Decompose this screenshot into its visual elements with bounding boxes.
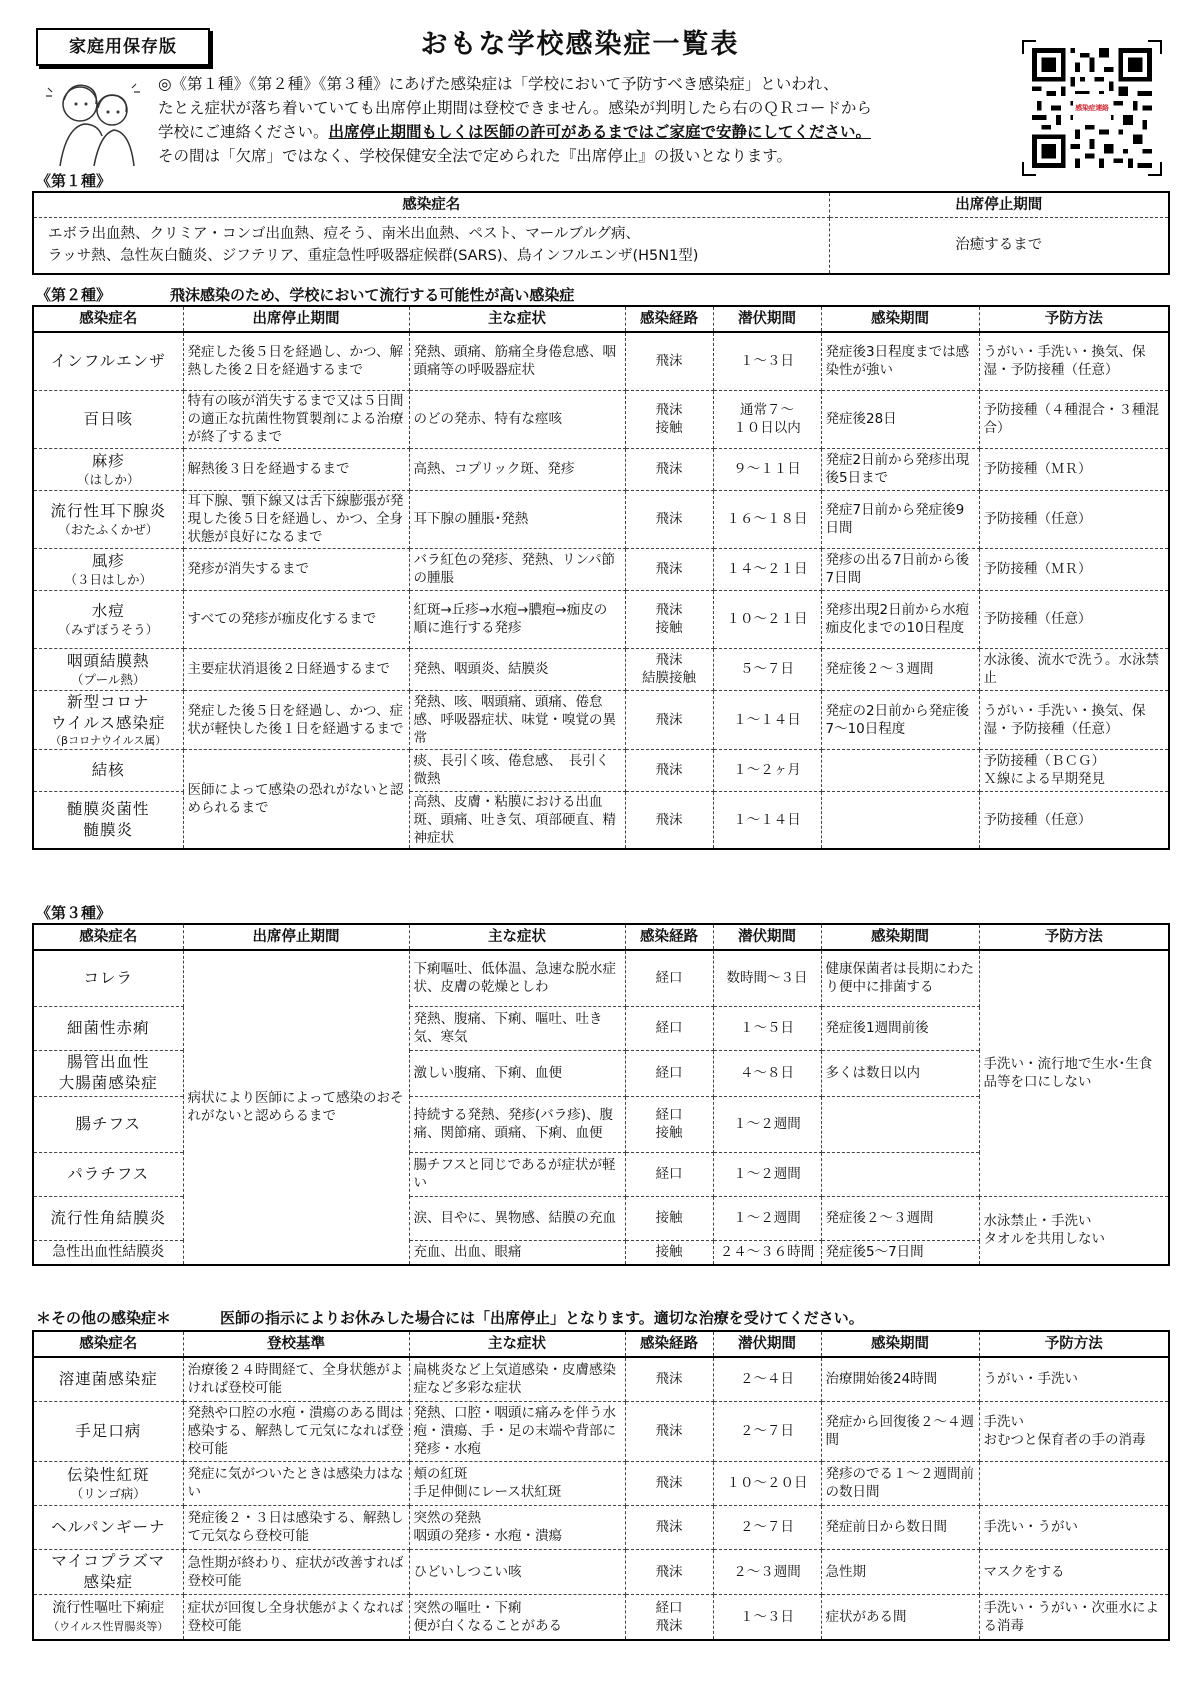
infectious-period: 健康保菌者は長期にわたり便中に排菌する (821, 950, 979, 1006)
symptoms: のどの発赤、特有な痙咳 (409, 390, 625, 448)
table-row (33, 690, 1169, 749)
table-row (33, 590, 1169, 648)
infection-route: 飛沫 接触 (625, 590, 713, 648)
other-heading: ＊その他の感染症＊ (36, 1309, 172, 1327)
table-row (33, 1549, 1169, 1594)
symptoms: 紅斑→丘疹→水疱→膿疱→痂皮の順に進行する発疹 (409, 590, 625, 648)
disease-name (33, 1461, 183, 1505)
stop-period: 耳下腺、顎下線又は舌下線膨張が発現した後５日を経過し、かつ、全身状態が良好になるまで (183, 490, 409, 548)
disease-name: 腸チフス (33, 1096, 183, 1152)
infectious-period: 治療開始後24時間 (821, 1357, 979, 1401)
table-row (33, 548, 1169, 590)
incubation-period: ５～７日 (713, 648, 821, 690)
infectious-period: 発症後２～３週間 (821, 1196, 979, 1240)
incubation-period: ２～３週間 (713, 1549, 821, 1594)
prevention: 予防接種（４種混合・３種混合） (979, 390, 1169, 448)
page-title: おもな学校感染症一覧表 (420, 29, 740, 60)
disease-name-text: マイコプラズマ 感染症 (51, 1551, 166, 1591)
disease-name-text: 流行性耳下腺炎 (50, 501, 166, 520)
infectious-period: 多くは数日以内 (821, 1050, 979, 1096)
stop-period: すべての発疹が痂皮化するまで (183, 590, 409, 648)
incubation-period: １～３日 (713, 332, 821, 390)
incubation-period: ２～７日 (713, 1401, 821, 1461)
prevention: 水泳禁止・手洗い タオルを共用しない (979, 1196, 1169, 1265)
disease-name-text: 手足口病 (75, 1421, 142, 1440)
prevention: マスクをする (979, 1549, 1169, 1594)
infection-route: 飛沫 (625, 1505, 713, 1549)
column-header: 主な症状 (409, 924, 625, 950)
stop-period: 発疹が消失するまで (183, 548, 409, 590)
other-table (32, 1330, 1170, 1641)
infectious-period (821, 749, 979, 791)
prevention: 予防接種（ＭＲ） (979, 448, 1169, 490)
stop-period: 特有の咳が消失するまで又は５日間の適正な抗菌性物質製剤による治療が終了するまで (183, 390, 409, 448)
stop-period: 病状により医師によって感染のおそれがないと認めらるまで (183, 950, 409, 1265)
column-header: 登校基準 (183, 1331, 409, 1357)
infectious-period (821, 1096, 979, 1152)
other-note: 医師の指示によりお休みした場合には「出席停止」となります。適切な治療を受けてください。 (220, 1309, 864, 1327)
incubation-period: １６～１８日 (713, 490, 821, 548)
incubation-period: 通常７～ １０日以内 (713, 390, 821, 448)
table-row (33, 448, 1169, 490)
stop-period: 解熱後３日を経過するまで (183, 448, 409, 490)
column-header: 予防方法 (979, 306, 1169, 332)
symptoms: 突然の嘔吐・下痢 便が白くなることがある (409, 1594, 625, 1640)
prevention: うがい・手洗い・換気、保湿・予防接種（任意） (979, 332, 1169, 390)
table-row (33, 490, 1169, 548)
type1-col-name: 感染症名 (33, 192, 829, 218)
infection-route: 経口 接触 (625, 1096, 713, 1152)
column-header: 潜伏期間 (713, 924, 821, 950)
prevention (979, 1461, 1169, 1505)
column-header: 感染期間 (821, 306, 979, 332)
disease-name-text: 水痘 (91, 601, 125, 620)
qr-label: 感染症連絡 (1075, 104, 1109, 112)
prevention: 予防接種（任意） (979, 490, 1169, 548)
disease-name-text: ヘルパンギーナ (51, 1517, 166, 1536)
stop-period: 発症した後５日を経過し、かつ、解熱した後２日を経過するまで (183, 332, 409, 390)
table-row (33, 648, 1169, 690)
prevention: 予防接種（ＢＣＧ） Ｘ線による早期発見 (979, 749, 1169, 791)
column-header: 主な症状 (409, 306, 625, 332)
disease-name-text: 麻疹 (91, 451, 125, 470)
infection-route: 経口 (625, 1050, 713, 1096)
prevention: 予防接種（ＭＲ） (979, 548, 1169, 590)
type2-table (32, 305, 1170, 850)
disease-name (33, 648, 183, 690)
infection-route: 飛沫 (625, 690, 713, 749)
table-row (33, 1594, 1169, 1640)
infection-route: 経口 (625, 950, 713, 1006)
symptoms: 痰、長引く咳、倦怠感、 長引く微熱 (409, 749, 625, 791)
prevention: 予防接種（任意） (979, 590, 1169, 648)
infectious-period: 発疹の出る7日前から後7日間 (821, 548, 979, 590)
column-header: 感染症名 (33, 1331, 183, 1357)
disease-name (33, 1549, 183, 1594)
prevention: 手洗い おむつと保育者の手の消毒 (979, 1401, 1169, 1461)
infectious-period (821, 1152, 979, 1196)
symptoms: ひどいしつこい咳 (409, 1549, 625, 1594)
symptoms: 発熱、口腔・咽頭に痛みを伴う水疱・潰瘍、手・足の末端や背部に発疹・水疱 (409, 1401, 625, 1461)
infection-route: 飛沫 (625, 1549, 713, 1594)
intro-line-2: たとえ症状が落ち着いていても出席停止期間は登校できません。感染が判明したら右のＱＲコードから (158, 99, 872, 117)
attendance-criteria: 発症に気がついたときは感染力はない (183, 1461, 409, 1505)
column-header: 感染経路 (625, 924, 713, 950)
infectious-period: 発症後28日 (821, 390, 979, 448)
infection-route: 飛沫 (625, 490, 713, 548)
storage-badge: 家庭用保存版 (36, 28, 210, 66)
infectious-period: 発症前日から数日間 (821, 1505, 979, 1549)
disease-name-text: 髄膜炎菌性 髄膜炎 (66, 799, 150, 839)
disease-name-text: 溶連菌感染症 (58, 1369, 158, 1388)
incubation-period: １～５日 (713, 1006, 821, 1050)
incubation-period: ２～７日 (713, 1505, 821, 1549)
symptoms: 充血、出血、眼痛 (409, 1240, 625, 1265)
infection-route: 接触 (625, 1240, 713, 1265)
column-header: 感染経路 (625, 306, 713, 332)
disease-alias: （βコロナウイルス属） (50, 733, 167, 747)
column-header: 感染経路 (625, 1331, 713, 1357)
column-header: 出席停止期間 (183, 924, 409, 950)
type1-period: 治癒するまで (829, 218, 1169, 274)
stop-period: 主要症状消退後２日経過するまで (183, 648, 409, 690)
type1-disease-list: エボラ出血熱、クリミア・コンゴ出血熱、痘そう、南米出血熱、ペスト、マールブルグ病、 ラッサ熱、急性灰白髄炎、ジフテリア、重症急性呼吸器症候群(SARS)、鳥インフルエンザ(H5N1型) (33, 218, 829, 274)
column-header: 潜伏期間 (713, 1331, 821, 1357)
table-row (33, 1461, 1169, 1505)
column-header: 感染症名 (33, 306, 183, 332)
disease-alias: （ウイルス性胃腸炎等） (48, 1620, 169, 1634)
disease-name-text: 結核 (91, 760, 125, 779)
table-row (33, 1401, 1169, 1461)
table-row (33, 749, 1169, 791)
prevention: 予防接種（任意） (979, 791, 1169, 849)
symptoms: 腸チフスと同じであるが症状が軽い (409, 1152, 625, 1196)
incubation-period: １４～２１日 (713, 548, 821, 590)
disease-name (33, 1594, 183, 1640)
qr-code[interactable] (1022, 40, 1162, 176)
disease-name: 細菌性赤痢 (33, 1006, 183, 1050)
prevention: 手洗い・うがい (979, 1505, 1169, 1549)
intro-emphasis: 出席停止期間もしくは医師の許可があるまではご家庭で安静にしてください。 (328, 123, 872, 141)
disease-name: パラチフス (33, 1152, 183, 1196)
infection-route: 飛沫 (625, 1357, 713, 1401)
symptoms: 涙、目やに、異物感、結膜の充血 (409, 1196, 625, 1240)
symptoms: 突然の発熱 咽頭の発疹・水疱・潰瘍 (409, 1505, 625, 1549)
symptoms: 扁桃炎など上気道感染・皮膚感染症など多彩な症状 (409, 1357, 625, 1401)
disease-name (33, 749, 183, 791)
incubation-period: ２４～３６時間 (713, 1240, 821, 1265)
table-row (33, 332, 1169, 390)
column-header: 予防方法 (979, 1331, 1169, 1357)
symptoms: 持続する発熱、発疹(バラ疹)、腹痛、関節痛、頭痛、下痢、血便 (409, 1096, 625, 1152)
disease-name-text: 風疹 (91, 551, 125, 570)
infection-route: 飛沫 (625, 1461, 713, 1505)
symptoms: 激しい腹痛、下痢、血便 (409, 1050, 625, 1096)
disease-name: 腸管出血性 大腸菌感染症 (33, 1050, 183, 1096)
disease-alias: （リンゴ病） (70, 1485, 146, 1501)
column-header: 主な症状 (409, 1331, 625, 1357)
type3-table (32, 923, 1170, 1266)
disease-name (33, 1505, 183, 1549)
incubation-period: １～２週間 (713, 1096, 821, 1152)
intro-line-3 (158, 120, 1028, 144)
disease-name (33, 390, 183, 448)
incubation-period: 数時間～３日 (713, 950, 821, 1006)
incubation-period: １０～２１日 (713, 590, 821, 648)
attendance-criteria: 発症後２・３日は感染する、解熱して元気なら登校可能 (183, 1505, 409, 1549)
incubation-period: ２～４日 (713, 1357, 821, 1401)
infection-route: 飛沫 (625, 332, 713, 390)
prevention: うがい・手洗い・換気、保湿・予防接種（任意） (979, 690, 1169, 749)
disease-alias: （プール熱） (71, 671, 146, 687)
intro-text (158, 72, 1028, 168)
infectious-period: 急性期 (821, 1549, 979, 1594)
disease-name-text: 伝染性紅斑 (66, 1465, 150, 1484)
incubation-period: １０～２０日 (713, 1461, 821, 1505)
family-illustration (40, 74, 148, 170)
prevention: 水泳後、流水で洗う。水泳禁止 (979, 648, 1169, 690)
table-row (33, 950, 1169, 1006)
type3-header-row (33, 924, 1169, 950)
infectious-period: 発症の2日前から発症後7～10日程度 (821, 690, 979, 749)
disease-alias: （はしか） (76, 471, 140, 487)
incubation-period: ４～８日 (713, 1050, 821, 1096)
disease-name (33, 448, 183, 490)
disease-name: コレラ (33, 950, 183, 1006)
disease-name (33, 1357, 183, 1401)
attendance-criteria: 症状が回復し全身状態がよくなれば登校可能 (183, 1594, 409, 1640)
infectious-period: 発症後3日程度までは感染性が強い (821, 332, 979, 390)
disease-name (33, 1401, 183, 1461)
disease-name-text: 流行性嘔吐下痢症 (52, 1600, 165, 1617)
disease-alias: （３日はしか） (64, 571, 152, 587)
infectious-period: 発症7日前から発症後9日間 (821, 490, 979, 548)
symptoms: 耳下腺の腫脹･発熱 (409, 490, 625, 548)
symptoms: 発熱、咽頭炎、結膜炎 (409, 648, 625, 690)
infectious-period (821, 791, 979, 849)
disease-name (33, 490, 183, 548)
column-header: 潜伏期間 (713, 306, 821, 332)
infection-route: 経口 (625, 1006, 713, 1050)
stop-period: 発症した後５日を経過し、かつ、症状が軽快した後１日を経過するまで (183, 690, 409, 749)
infection-route: 飛沫 (625, 749, 713, 791)
attendance-criteria: 治療後２４時間経て、全身状態がよければ登校可能 (183, 1357, 409, 1401)
prevention: 手洗い・流行地で生水･生食品等を口にしない (979, 950, 1169, 1196)
infectious-period: 発疹のでる１～２週間前の数日間 (821, 1461, 979, 1505)
table-row (33, 1357, 1169, 1401)
symptoms: 高熱、皮膚・粘膜における出血斑、頭痛、吐き気、項部硬直、精神症状 (409, 791, 625, 849)
infectious-period: 発症後２～３週間 (821, 648, 979, 690)
infectious-period: 発症から回復後２～４週間 (821, 1401, 979, 1461)
incubation-period: １～２ヶ月 (713, 749, 821, 791)
other-header-row (33, 1331, 1169, 1357)
infectious-period: 症状がある間 (821, 1594, 979, 1640)
symptoms: 発熱、咳、咽頭痛、頭痛、倦怠感、呼吸器症状、味覚・嗅覚の異常 (409, 690, 625, 749)
disease-name: 急性出血性結膜炎 (33, 1240, 183, 1265)
intro-line-3a: 学校にご連絡ください。 (158, 123, 329, 141)
infection-route: 飛沫 (625, 448, 713, 490)
infectious-period: 発症後1週間前後 (821, 1006, 979, 1050)
disease-alias: （おたふくかぜ） (58, 521, 159, 537)
intro-line-4: その間は「欠席」ではなく、学校保健安全法で定められた『出席停止』の扱いとなります。 (158, 147, 792, 165)
table-row (33, 1505, 1169, 1549)
type2-heading: 《第２種》 (36, 286, 112, 304)
symptoms: 頬の紅斑 手足伸側にレース状紅斑 (409, 1461, 625, 1505)
infection-route: 飛沫 (625, 548, 713, 590)
type1-col-period: 出席停止期間 (829, 192, 1169, 218)
incubation-period: １～２週間 (713, 1196, 821, 1240)
disease-name (33, 332, 183, 390)
column-header: 感染期間 (821, 1331, 979, 1357)
disease-name (33, 548, 183, 590)
column-header: 感染期間 (821, 924, 979, 950)
infection-route: 経口 飛沫 (625, 1594, 713, 1640)
disease-alias: （みずぼうそう） (58, 621, 159, 637)
incubation-period: ９～１１日 (713, 448, 821, 490)
attendance-criteria: 急性期が終わり、症状が改善すれば登校可能 (183, 1549, 409, 1594)
type1-table (32, 191, 1170, 275)
symptoms: 発熱、腹痛、下痢、嘔吐、吐き気、寒気 (409, 1006, 625, 1050)
incubation-period: １～１４日 (713, 690, 821, 749)
incubation-period: １～２週間 (713, 1152, 821, 1196)
infection-route: 飛沫 (625, 791, 713, 849)
column-header: 予防方法 (979, 924, 1169, 950)
prevention: うがい・手洗い (979, 1357, 1169, 1401)
disease-name (33, 590, 183, 648)
symptoms: バラ紅色の発疹、発熱、リンパ節の腫脹 (409, 548, 625, 590)
disease-name (33, 690, 183, 749)
infectious-period: 発疹出現2日前から水疱痂皮化までの10日程度 (821, 590, 979, 648)
disease-name: 流行性角結膜炎 (33, 1196, 183, 1240)
type3-heading: 《第３種》 (36, 904, 112, 922)
disease-name-text: 百日咳 (83, 409, 133, 428)
infectious-period: 発症2日前から発疹出現後5日まで (821, 448, 979, 490)
intro-line-1: ◎《第１種》《第２種》《第３種》にあげた感染症は「学校において予防すべき感染症」といわれ、 (158, 75, 839, 93)
column-header: 感染症名 (33, 924, 183, 950)
infection-route: 飛沫 (625, 1401, 713, 1461)
incubation-period: １～１４日 (713, 791, 821, 849)
symptoms: 発熱、頭痛、筋痛全身倦怠感、咽頭痛等の呼吸器症状 (409, 332, 625, 390)
infection-route: 経口 (625, 1152, 713, 1196)
incubation-period: １～３日 (713, 1594, 821, 1640)
type2-note: 飛沫感染のため、学校において流行する可能性が高い感染症 (170, 286, 575, 304)
disease-name-text: 新型コロナ ウイルス感染症 (50, 692, 166, 732)
infectious-period: 発症後5～7日間 (821, 1240, 979, 1265)
infection-route: 接触 (625, 1196, 713, 1240)
prevention: 手洗い・うがい・次亜水による消毒 (979, 1594, 1169, 1640)
symptoms: 下痢嘔吐、低体温、急速な脱水症状、皮膚の乾燥としわ (409, 950, 625, 1006)
table-row (33, 390, 1169, 448)
attendance-criteria: 発熱や口腔の水疱・潰瘍のある間は感染する、解熱して元気になれば登校可能 (183, 1401, 409, 1461)
disease-name-text: インフルエンザ (50, 351, 166, 370)
infection-route: 飛沫 結膜接触 (625, 648, 713, 690)
symptoms: 高熱、コプリック斑、発疹 (409, 448, 625, 490)
disease-name-text: 咽頭結膜熱 (66, 651, 150, 670)
stop-period: 医師によって感染の恐れがないと認められるまで (183, 749, 409, 849)
type1-heading: 《第１種》 (36, 172, 112, 190)
type2-header-row (33, 306, 1169, 332)
column-header: 出席停止期間 (183, 306, 409, 332)
disease-name (33, 791, 183, 849)
infection-route: 飛沫 接触 (625, 390, 713, 448)
